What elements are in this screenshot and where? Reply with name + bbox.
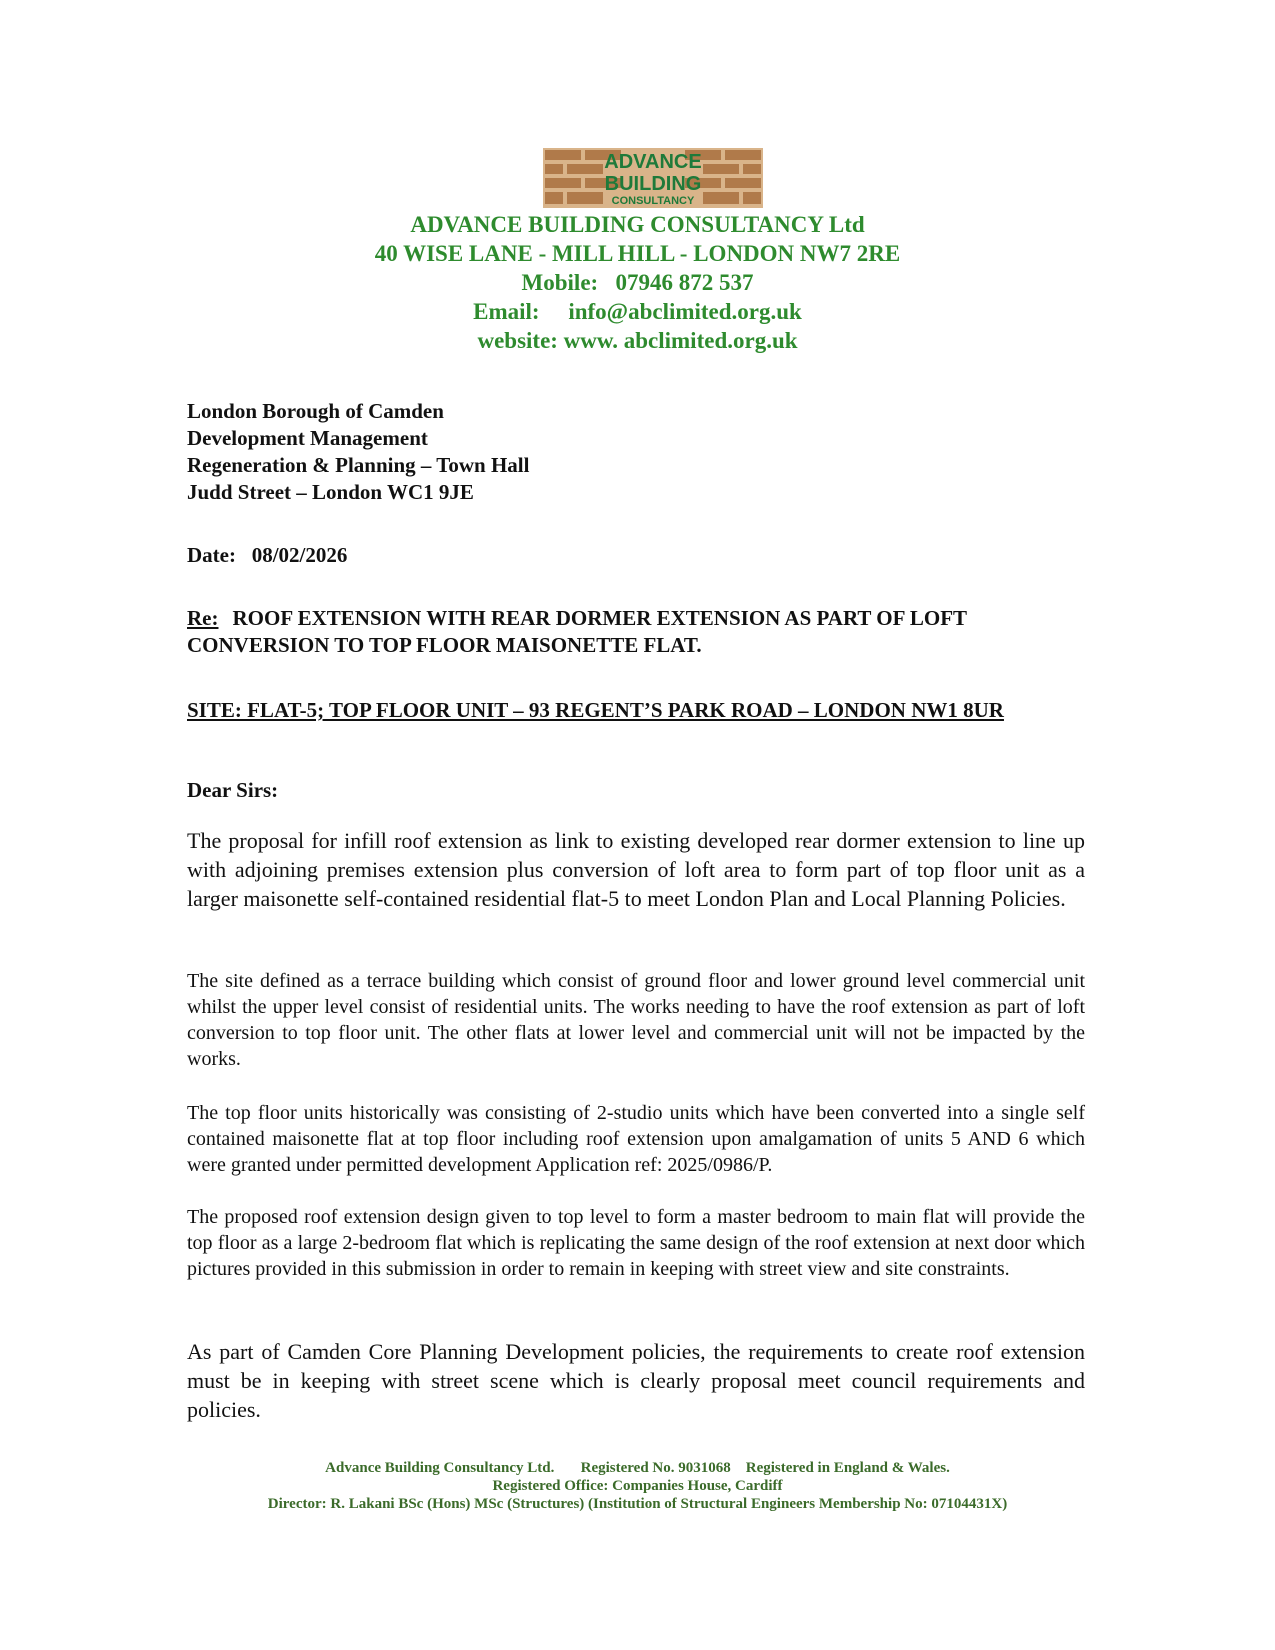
subject-label: Re:: [187, 606, 219, 630]
company-address: 40 WISE LANE - MILL HILL - LONDON NW7 2RE: [374, 241, 901, 266]
recipient-line: Development Management: [187, 426, 428, 450]
company-email: Email: info@abclimited.org.uk: [473, 299, 802, 324]
body-paragraph: As part of Camden Core Planning Development policies, the requirements to create roof extension must be in keeping with street scene which is clearly proposal meet council requirements and policies.: [187, 1339, 1085, 1422]
subject-text: ROOF EXTENSION WITH REAR DORMER EXTENSION AS PART OF LOFT CONVERSION TO TOP FLOOR MAISONETTE FLAT.: [187, 606, 967, 657]
company-logo: [543, 148, 763, 208]
body-paragraph: The proposal for infill roof extension as link to existing developed rear dormer extension to line up with adjoining premises extension plus conversion of loft area to form part of top floor unit as a larger maisonette self-contained residential flat-5 to meet London Plan and Local Planning Policies.: [187, 828, 1085, 911]
subject-line: [187, 605, 1085, 659]
company-website: website: www. abclimited.org.uk: [477, 328, 798, 353]
logo-text-line2: BUILDING: [604, 173, 702, 195]
salutation: Dear Sirs:: [187, 778, 279, 802]
footer-registration: Advance Building Consultancy Ltd. Registered No. 9031068 Registered in England & Wales.: [325, 1460, 950, 1476]
recipient-line: London Borough of Camden: [187, 399, 444, 423]
company-mobile: Mobile: 07946 872 537: [521, 270, 754, 295]
recipient-line: Regeneration & Planning – Town Hall: [187, 453, 530, 477]
footer-director: Director: R. Lakani BSc (Hons) MSc (Structures) (Institution of Structural Engineers Membership No: 07104431X): [267, 1496, 1008, 1512]
logo-text-line1: ADVANCE: [604, 151, 702, 173]
footer: [0, 1459, 1275, 1513]
logo-text-line3: CONSULTANCY: [611, 195, 695, 207]
letter-date: Date: 08/02/2026: [187, 543, 348, 567]
footer-office: Registered Office: Companies House, Cardiff: [492, 1478, 783, 1494]
letterhead: [0, 210, 1275, 355]
body-paragraph: The proposed roof extension design given to top level to form a master bedroom to main flat will provide the top floor as a large 2-bedroom flat which is replicating the same design of the roof extension at next door which pictures provided in this submission in order to remain in keeping with street view and site constraints.: [187, 1206, 1085, 1280]
body-paragraph: The site defined as a terrace building which consist of ground floor and lower ground level commercial unit whilst the upper level consist of residential units. The works needing to have the roof extension as part of loft conversion to top floor unit. The other flats at lower level and commercial unit will not be impacted by the works.: [187, 970, 1085, 1070]
recipient-address: [187, 398, 1085, 506]
body-paragraph: The top floor units historically was consisting of 2-studio units which have been converted into a single self contained maisonette flat at top floor including roof extension upon amalgamation of units 5 AND 6 which were granted under permitted development Application ref: 2025/0986/P.: [187, 1102, 1085, 1176]
company-name: ADVANCE BUILDING CONSULTANCY Ltd: [410, 212, 865, 237]
site-line: SITE: FLAT-5; TOP FLOOR UNIT – 93 REGENT’S PARK ROAD – LONDON NW1 8UR: [187, 698, 1004, 722]
recipient-line: Judd Street – London WC1 9JE: [187, 480, 474, 504]
